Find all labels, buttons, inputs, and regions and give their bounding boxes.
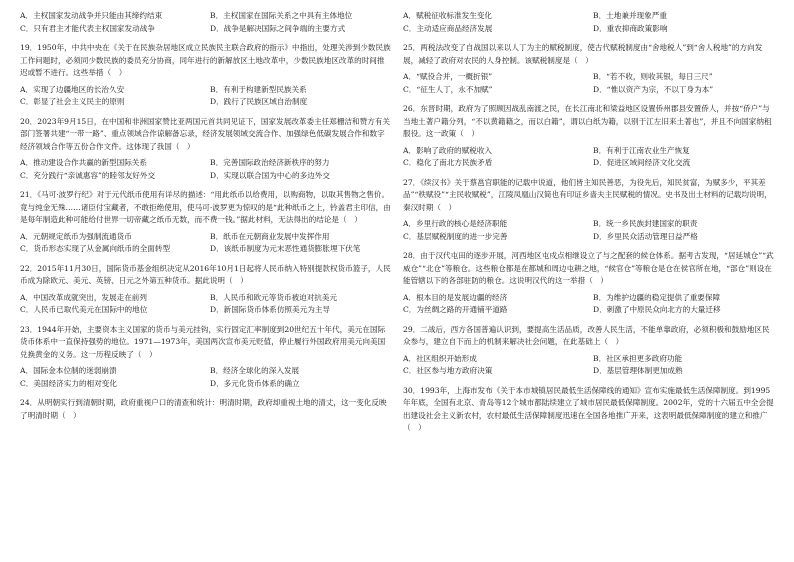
question-stem: 27．《续汉书》关于蔡邕官职能的记载中说道，他们皆主知民善恶，为役先后，知民贫富，为赋多少，平其差品”“秩赋役”“主民收赋税”，江陵凤凰山汉简也有印证乡啬夫主民赋税的情况。史书及出土材料的记载均说明，秦汉时期（ ）	[403, 177, 772, 212]
question-block	[403, 177, 775, 244]
answer-option: C．只有君主才能代表主权国家发动战争	[20, 23, 155, 33]
question-block	[403, 103, 775, 170]
question-stem: 23．1944年开始，主要资本主义国家的货币与美元挂钩，实行固定汇率制度到20世纪五十年代，美元在国际货币体系中一直保持强势的地位。1971—1973年，美国两次宣布美元贬值，停止履行外国政府用美元向美国兑换黄金的义务。这一历程反映了（ ）	[20, 324, 386, 359]
options-grid	[20, 292, 392, 317]
answer-option: A．影响了政府的赋税收入	[403, 145, 493, 155]
answer-option: A．根本目的是发展边疆的经济	[403, 292, 508, 302]
question-block	[20, 116, 392, 183]
answer-option: C．主动适应商品经济发展	[403, 23, 493, 33]
answer-option: A．主权国家发动战争并只能由其缔约结束	[20, 11, 163, 20]
options-grid	[20, 10, 392, 35]
answer-option: B．人民币和欧元等货币被迫对抗美元	[210, 292, 338, 302]
answer-option: A．国际金本位制的迷弱崩溃	[20, 366, 117, 375]
answer-option: C．美国经济实力的相对变化	[20, 378, 117, 388]
answer-option: D．该纸币制度为元末恶性通货膨胀埋下伏笔	[210, 244, 361, 253]
question-stem: 21．《马可·波罗行纪》对于元代纸币使用有详尽的描述：“用此纸币以给费用，以购商物，以取其售物之售价。竟与纯金无殊……诸臣付宝藏者，不敢拒绝使用，使马可·波罗更为惊叹的是“此种纸币之上，钤盖君主印信，由是每年制造此种可能给付世界一切帝藏之纸币无数，而不费一钱。”据此材料，无法得出的结论是（ ）	[20, 190, 391, 224]
answer-option: C．人民币已取代美元在国际中的地位	[20, 305, 148, 314]
answer-option: C．基层赋税制度的进一步完善	[403, 231, 508, 241]
answer-option: D．乡里民众活动管理日益严格	[593, 231, 698, 241]
spacer	[403, 170, 775, 177]
answer-option: A．乡里行政的核心是经济职能	[403, 219, 508, 228]
question-stem: 26．东晋时期，政府为了照顾因战乱南渡之民，在长江南北和梁益地区设置侨州郡县安置侨人，并按“侨户”与当地土著户籍分列，“不以黄籍籍之，而以白籍”，谓以白纸为籍，以别于江左旧来土著也”，并且不向国家纳租服役。这一政策（ ）	[403, 104, 772, 138]
answer-option: A．社区组织开始形成	[403, 353, 477, 363]
options-grid	[20, 84, 392, 109]
answer-option: A．“赋役合并，一概折银”	[403, 72, 493, 81]
left-column	[20, 10, 392, 433]
answer-option: B．有利于构建新型民族关系	[210, 84, 307, 94]
question-block	[403, 250, 775, 317]
spacer	[403, 35, 775, 42]
question-block	[20, 324, 392, 391]
question-block	[403, 10, 775, 35]
spacer	[403, 439, 775, 446]
answer-option: B．完善国际政治经济新秩序的努力	[210, 158, 330, 167]
answer-option: C．为丝绸之路的开通铺平道路	[403, 305, 508, 314]
answer-option: B．纸币在元朝商业发展中发挥作用	[210, 231, 330, 241]
question-stem: 25．两税法改变了自战国以来以人丁为主的赋税制度，使古代赋税制度由“舍地税人”到“舍人税地”的方向发展，减轻了政府对农民的人身控制。该赋税制度是（ ）	[403, 43, 763, 65]
question-block	[403, 42, 775, 96]
answer-option: A．赋税征收标准发生变化	[403, 11, 493, 20]
answer-option: D．战争是解决国际之间争端的主要方式	[210, 23, 346, 33]
answer-option: D．“惟以资产为宗，不以丁身为本”	[593, 84, 714, 94]
answer-option: D．刺激了中原民众向北方的大量迁移	[593, 305, 721, 314]
question-stem: 29．二战后，西方各国普遍认识到，要提高生活品质，改善人民生活，不能单靠政府，必须积极和鼓励地区民众参与，建立自下而上的机制来解决社会问题，在此基础上（ ）	[403, 324, 770, 346]
question-stem: 19．1950年，中共中央在《关于在民族杂居地区成立民族民主联合政府的指示》中指出，处理关涉到少数民族工作问题时，必须同少数民族的委员充分协商，同年进行的新解放区土地改革中，少数民族地区改革的时间推迟或暂不进行。这些举措（ ）	[20, 43, 391, 77]
spacer	[403, 96, 775, 103]
options-grid	[403, 71, 775, 96]
question-block	[20, 263, 392, 317]
question-block	[403, 324, 775, 378]
question-block	[20, 10, 392, 35]
answer-option: D．多元化货币体系的确立	[210, 378, 300, 388]
right-column	[403, 10, 775, 446]
options-grid	[20, 157, 392, 182]
options-grid	[20, 231, 392, 256]
question-stem: 20．2023年9月15日，在中国和非洲国家赞比亚两国元首共同见证下，国家发展改革委主任郑栅洁和赞方有关部门签署共建“一带一路”、重点领域合作谅解备忘录，经济发展领域交流合作、加强绿色低碳发展合作和数字经济领域合作等五份合作文件。这体现了我国（ ）	[20, 116, 391, 151]
question-stem: 30．1993年，上海市发布《关于本市城镇居民最低生活保障线的通知》宣布实施最低生活保障制度。到1995年年底，全国有北京、青岛等12个城市都陆续建立了城市居民最低保障制度。2002年，党的十六届五中全会提出建设社会主义新农村，农村最低生活保障制度迅速在全国各地推广开来，这表明最低保障制度的建立和推广（ ）	[403, 385, 774, 432]
answer-option: B．“若不收，则收其银，每日三尺”	[593, 72, 713, 81]
question-block	[20, 189, 392, 256]
question-stem: 22．2015年11月30日，国际货币基金组织决定从2016年10月1日起将人民币纳入特别提款权货币篮子，人民币成为除欧元、美元、英镑、日元之外第五种货币。据此说明（ ）	[20, 263, 391, 285]
answer-option: B．统一乡民族封建国家的职责	[593, 219, 698, 228]
spacer	[20, 182, 392, 189]
answer-option: B．土地兼并现象严重	[593, 11, 667, 20]
spacer	[403, 378, 775, 385]
options-grid	[403, 353, 775, 378]
options-grid	[20, 365, 392, 390]
question-stem: 28．由于汉代屯田的逐步开展，河西地区屯戍点相继设立了与之配套的候仓体系。据考古发现，“居延城仓”“武威仓”“北仓”等粮仓。这些粮仓都是在都城和周边屯耕之地，“候官仓”等粮仓是仓在侯官所在地，“部仓”则设在能管辖以下的各部驻防的粮仓。这说明汉代的这一举措（ ）	[403, 251, 774, 285]
options-grid	[403, 145, 775, 170]
answer-option: D．促进区域间经济文化交流	[593, 158, 691, 167]
answer-option: C．稳化了南北方民族矛盾	[403, 158, 493, 167]
answer-option: C．社区参与地方政府决策	[403, 366, 493, 375]
answer-option: B．为维护边疆的稳定提供了重要保障	[593, 292, 721, 302]
spacer	[403, 243, 775, 250]
spacer	[20, 109, 392, 116]
answer-option: D．重农抑商政策影响	[593, 23, 668, 33]
question-block	[20, 42, 392, 109]
answer-option: C．彰显了社会主义民主的原则	[20, 97, 125, 106]
options-grid	[403, 218, 775, 243]
question-stem: 24．从明朝实行到清朝时期，政府重视户口的清查和统计：明清时期，政府却重视土地的清丈，这一变化反映了明清时期（ ）	[20, 398, 387, 420]
spacer	[20, 35, 392, 42]
spacer	[20, 426, 392, 433]
answer-option: A．推动建设合作共赢的新型国际关系	[20, 158, 147, 167]
answer-option: C．充分践行“亲诚惠容”的睦邻友好外交	[20, 170, 156, 180]
question-block	[20, 397, 392, 422]
spacer	[20, 256, 392, 263]
answer-option: A．元朝规定纸币为强制流通货币	[20, 231, 132, 241]
answer-option: B．有利于江南农业生产恢复	[593, 145, 690, 155]
spacer	[403, 317, 775, 324]
answer-option: B．社区承担更多政府功能	[593, 353, 683, 363]
question-block	[403, 385, 775, 435]
answer-option: A．实现了边疆地区的长治久安	[20, 84, 125, 94]
options-grid	[403, 292, 775, 317]
spacer	[20, 390, 392, 397]
options-grid	[403, 10, 775, 35]
answer-option: C．货币形态实现了从金属向纸币的全面转型	[20, 244, 171, 253]
answer-option: D．新国际货币体系仿照美元为主导	[210, 305, 330, 314]
answer-option: B．主权国家在国际关系之中具有主体地位	[210, 11, 353, 20]
spacer	[20, 317, 392, 324]
answer-option: D．践行了民族区域自治制度	[210, 97, 308, 106]
answer-option: D．基层管理体制更加成熟	[593, 366, 683, 375]
answer-option: A．中国改革成就突出，发展走在前列	[20, 292, 147, 302]
answer-option: B．经济全球化的深入发展	[210, 366, 300, 375]
answer-option: D．实现以联合国为中心的多边外交	[210, 170, 330, 180]
answer-option: C．“征生人丁，永不加赋”	[403, 84, 493, 94]
